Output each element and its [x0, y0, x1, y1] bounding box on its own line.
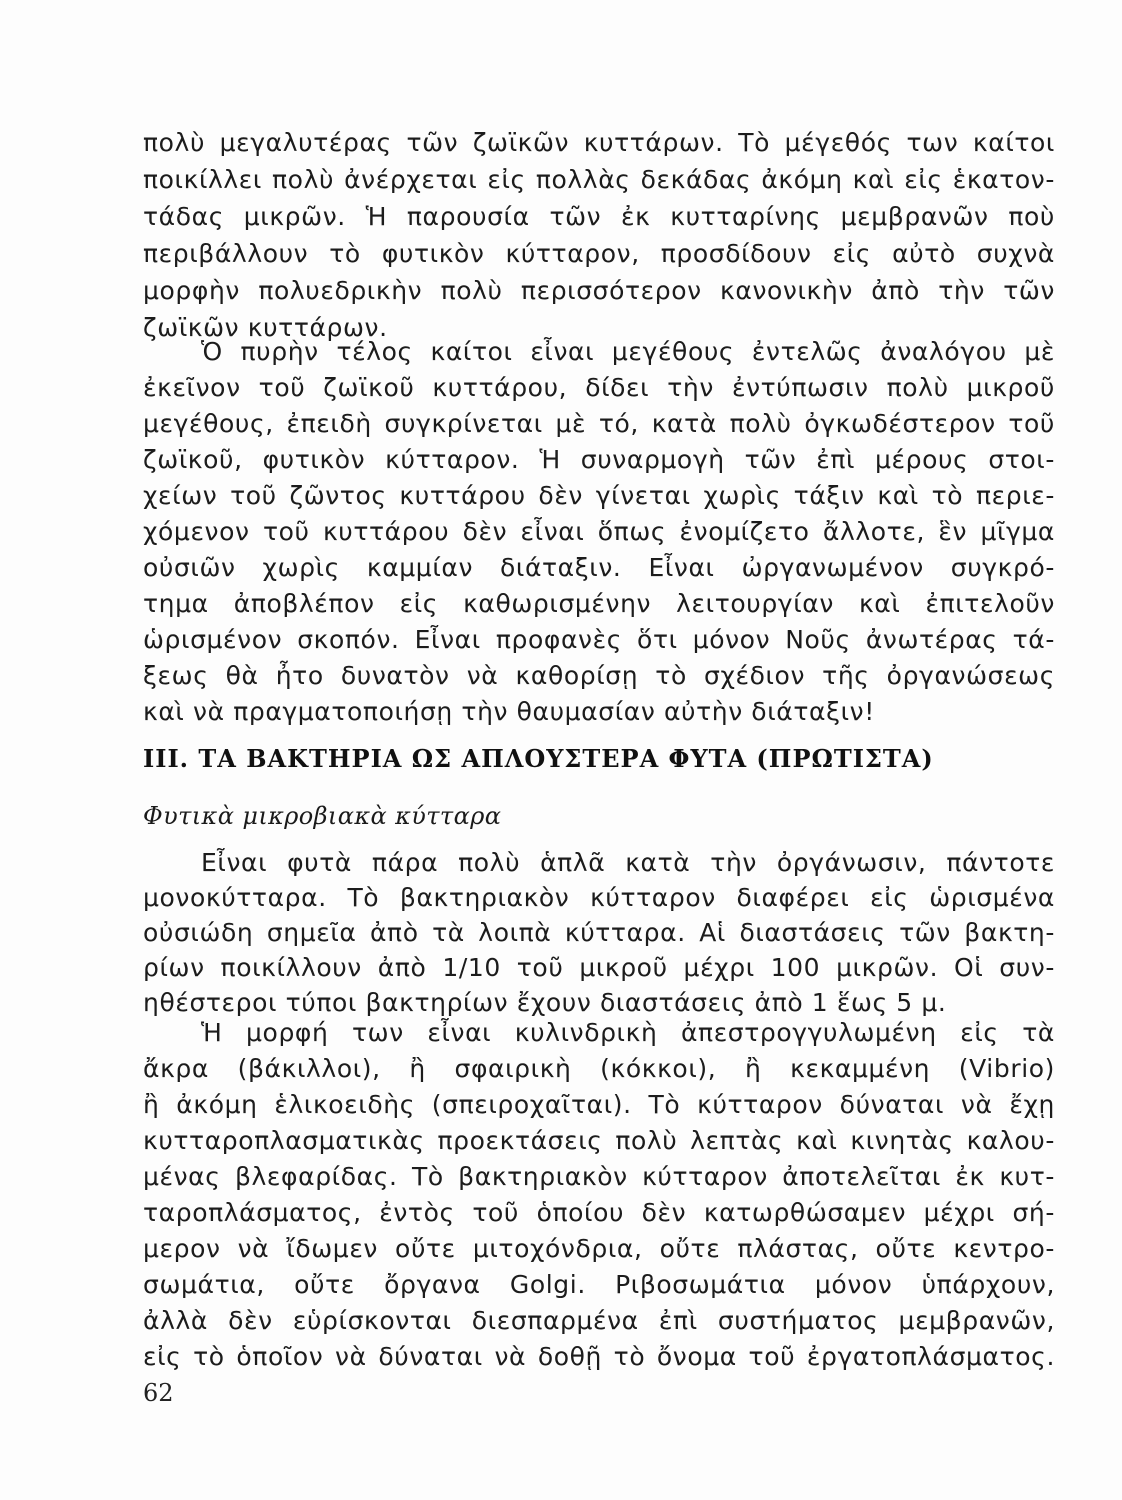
text-line: ηθέστεροι τύποι βακτηρίων ἔχουν διαστάσεις ἀπὸ 1 ἕως 5 μ.: [143, 988, 947, 1017]
page-number: 62: [143, 1379, 174, 1407]
text-line: Ὁ πυρὴν τέλος καίτοι εἶναι μεγέθους ἐντελῶς ἀναλόγου μὲ: [201, 337, 1055, 366]
text-line: καὶ νὰ πραγματοποιήσῃ τὴν θαυμασίαν αὐτὴν διάταξιν!: [143, 697, 875, 726]
section-subheading: Φυτικὰ μικροβιακὰ κύτταρα: [143, 802, 502, 830]
text-line: ἄκρα (βάκιλλοι), ἢ σφαιρικὴ (κόκκοι), ἢ κεκαμμένη (Vibrio): [143, 1054, 1055, 1083]
text-line: ταροπλάσματος, ἐντὸς τοῦ ὁποίου δὲν κατωρθώσαμεν μέχρι σή-: [143, 1198, 1055, 1227]
text-line: τάδας μικρῶν. Ἡ παρουσία τῶν ἐκ κυτταρίνης μεμβρανῶν ποὺ: [143, 202, 1055, 231]
text-line: κυτταροπλασματικὰς προεκτάσεις πολὺ λεπτὰς καὶ κινητὰς καλου-: [143, 1126, 1055, 1155]
text-line: οὐσιῶν χωρὶς καμμίαν διάταξιν. Εἶναι ὠργανωμένον συγκρό-: [143, 553, 1055, 582]
text-line: ρίων ποικίλλουν ἀπὸ 1/10 τοῦ μικροῦ μέχρι 100 μικρῶν. Οἱ συν-: [143, 953, 1055, 982]
text-line: τημα ἀποβλέπον εἰς καθωρισμένην λειτουργίαν καὶ ἐπιτελοῦν: [143, 589, 1055, 618]
text-line: χόμενον τοῦ κυττάρου δὲν εἶναι ὅπως ἐνομίζετο ἄλλοτε, ἓν μῖγμα: [143, 517, 1055, 546]
text-line: Εἶναι φυτὰ πάρα πολὺ ἁπλᾶ κατὰ τὴν ὀργάνωσιν, πάντοτε: [201, 848, 1055, 877]
text-line: σωμάτια, οὔτε ὄργανα Golgi. Ριβοσωμάτια μόνον ὑπάρχουν,: [143, 1270, 1055, 1299]
text-line: Ἡ μορφή των εἶναι κυλινδρικὴ ἀπεστρογγυλωμένη εἰς τὰ: [201, 1018, 1055, 1047]
text-line: ποικίλλει πολὺ ἀνέρχεται εἰς πολλὰς δεκάδας ἀκόμη καὶ εἰς ἑκατον-: [143, 165, 1055, 194]
text-line: χείων τοῦ ζῶντος κυττάρου δὲν γίνεται χωρὶς τάξιν καὶ τὸ περιε-: [143, 481, 1055, 510]
text-line: μονοκύτταρα. Τὸ βακτηριακὸν κύτταρον διαφέρει εἰς ὡρισμένα: [143, 883, 1055, 912]
text-line: ζωϊκοῦ, φυτικὸν κύτταρον. Ἡ συναρμογὴ τῶν ἐπὶ μέρους στοι-: [143, 445, 1055, 474]
text-line: ἢ ἀκόμη ἑλικοειδὴς (σπειροχαῖται). Τὸ κύτταρον δύναται νὰ ἔχῃ: [143, 1090, 1055, 1119]
text-line: μένας βλεφαρίδας. Τὸ βακτηριακὸν κύτταρον ἀποτελεῖται ἐκ κυτ-: [143, 1162, 1055, 1191]
section-heading: III. ΤΑ ΒΑΚΤΗΡΙΑ ΩΣ ΑΠΛΟΥΣΤΕΡΑ ΦΥΤΑ (ΠΡΩΤΙΣΤΑ): [143, 744, 934, 773]
text-line: μερον νὰ ἴδωμεν οὔτε μιτοχόνδρια, οὔτε πλάστας, οὔτε κεντρο-: [143, 1234, 1055, 1263]
text-line: μορφὴν πολυεδρικὴν πολὺ περισσότερον κανονικὴν ἀπὸ τὴν τῶν: [143, 276, 1055, 305]
text-line: ξεως θὰ ἦτο δυνατὸν νὰ καθορίσῃ τὸ σχέδιον τῆς ὀργανώσεως: [143, 661, 1055, 690]
text-line: περιβάλλουν τὸ φυτικὸν κύτταρον, προσδίδουν εἰς αὐτὸ συχνὰ: [143, 239, 1055, 268]
text-line: μεγέθους, ἐπειδὴ συγκρίνεται μὲ τό, κατὰ πολὺ ὀγκωδέστερον τοῦ: [143, 409, 1055, 438]
text-line: εἰς τὸ ὁποῖον νὰ δύναται νὰ δοθῇ τὸ ὄνομα τοῦ ἐργατοπλάσματος.: [143, 1342, 1055, 1371]
text-line: πολὺ μεγαλυτέρας τῶν ζωϊκῶν κυττάρων. Τὸ μέγεθός των καίτοι: [143, 128, 1055, 157]
text-line: ὡρισμένον σκοπόν. Εἶναι προφανὲς ὅτι μόνον Νοῦς ἀνωτέρας τά-: [143, 625, 1055, 654]
text-line: ζωϊκῶν κυττάρων.: [143, 313, 388, 342]
text-line: ἀλλὰ δὲν εὑρίσκονται διεσπαρμένα ἐπὶ συστήματος μεμβρανῶν,: [143, 1306, 1055, 1335]
text-line: οὐσιώδη σημεῖα ἀπὸ τὰ λοιπὰ κύτταρα. Αἱ διαστάσεις τῶν βακτη-: [143, 918, 1055, 947]
text-line: ἐκεῖνον τοῦ ζωϊκοῦ κυττάρου, δίδει τὴν ἐντύπωσιν πολὺ μικροῦ: [143, 373, 1055, 402]
